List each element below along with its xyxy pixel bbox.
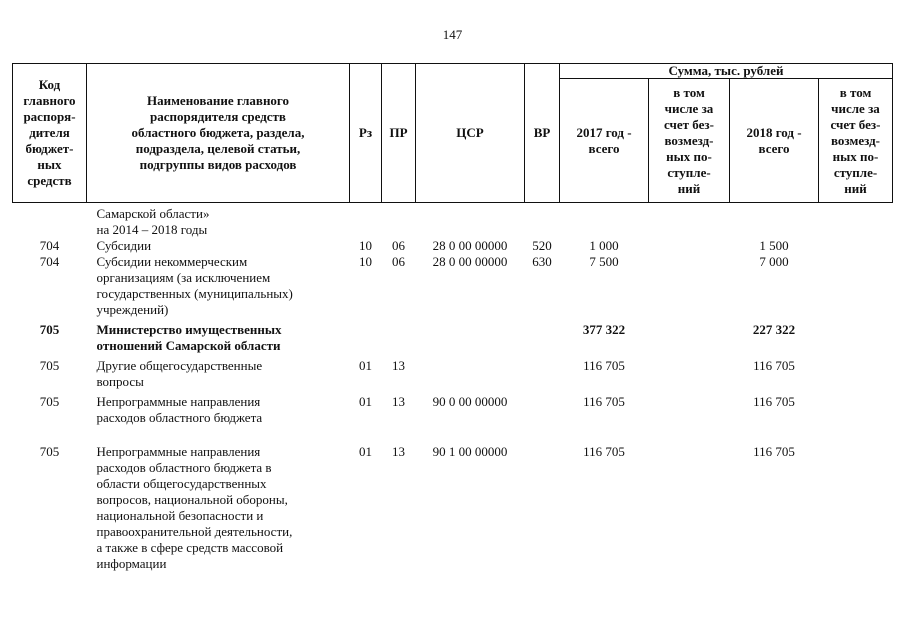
cell-sum-2018: 227 322 [752, 322, 796, 337]
table-row [13, 203, 893, 239]
page-number: 147 [442, 27, 463, 42]
cell-pr: 13 [392, 394, 405, 409]
cell-sum-2017: 7 500 [589, 254, 619, 269]
cell-pr: 06 [392, 238, 405, 253]
cell-incl-2017 [649, 390, 730, 426]
cell-sum-2017: 377 322 [582, 322, 626, 337]
cell-sum-2018: 116 705 [753, 444, 795, 459]
cell-name: Другие общегосударственные вопросы [96, 358, 263, 389]
cell-pr [382, 203, 416, 239]
cell-sum-2017: 116 705 [583, 358, 625, 373]
cell-sum-2018: 116 705 [753, 394, 795, 409]
header-name: Наименование главного распорядителя средств областного бюджета, раздела, подраздела, целевой статьи, подгруппы видов расходов [87, 64, 350, 203]
cell-csr: 28 0 00 00000 [432, 254, 508, 269]
cell-csr: 90 0 00 00000 [432, 394, 508, 409]
table-header [13, 64, 893, 203]
cell-code [13, 203, 87, 239]
header-pr: ПР [382, 64, 416, 203]
header-sum: Сумма, тыс. рублей [560, 64, 893, 79]
cell-rz: 01 [359, 444, 372, 459]
cell-sum-2018: 7 000 [759, 254, 789, 269]
cell-vr [525, 390, 560, 426]
header-sum-2018: 2018 год - всего [730, 79, 819, 203]
cell-vr [525, 354, 560, 390]
cell-csr [416, 354, 525, 390]
header-sum-2017: 2017 год - всего [560, 79, 649, 203]
cell-sum-2017 [560, 203, 649, 239]
cell-csr [416, 203, 525, 239]
table-row [13, 354, 893, 390]
cell-code: 705 [39, 358, 60, 373]
header-code: Код главного распоря- дителя бюджет- ных средств [13, 64, 87, 203]
cell-incl-2018 [819, 426, 893, 572]
cell-code: 705 [39, 322, 60, 337]
cell-incl-2017 [649, 426, 730, 572]
table-row [13, 254, 893, 318]
header-vr: ВР [525, 64, 560, 203]
cell-rz: 10 [359, 238, 372, 253]
table-row [13, 238, 893, 254]
table-row [13, 426, 893, 572]
cell-incl-2017 [649, 318, 730, 354]
cell-rz: 10 [359, 254, 372, 269]
cell-sum-2017: 116 705 [583, 394, 625, 409]
header-csr: ЦСР [416, 64, 525, 203]
header-rz: Рз [350, 64, 382, 203]
cell-incl-2018 [819, 254, 893, 318]
cell-vr [525, 426, 560, 572]
cell-incl-2018 [819, 203, 893, 239]
cell-name: Непрограммные направления расходов областного бюджета [96, 394, 263, 425]
cell-name: Субсидии [96, 238, 152, 253]
cell-incl-2018 [819, 354, 893, 390]
cell-csr: 90 1 00 00000 [432, 444, 508, 459]
header-incl-2018: в том числе за счет без- возмезд- ных по- ступле- ний [819, 79, 893, 203]
cell-name: Самарской области» на 2014 – 2018 годы [96, 206, 210, 237]
cell-pr: 13 [392, 358, 405, 373]
cell-incl-2017 [649, 254, 730, 318]
cell-incl-2018 [819, 318, 893, 354]
cell-rz: 01 [359, 394, 372, 409]
cell-vr [525, 203, 560, 239]
cell-vr: 520 [532, 238, 552, 253]
header-incl-2017: в том числе за счет без- возмезд- ных по- ступле- ний [649, 79, 730, 203]
cell-incl-2017 [649, 238, 730, 254]
cell-pr: 06 [392, 254, 405, 269]
table-row [13, 318, 893, 354]
cell-name: Непрограммные направления расходов областного бюджета в области общегосударственных вопросов, национальной обороны, национальной безопасности и правоохранительной деятельности, а также в сфере средств массовой информации [96, 444, 293, 571]
cell-code: 705 [39, 444, 60, 459]
cell-rz: 01 [359, 358, 372, 373]
budget-table [12, 63, 893, 572]
cell-rz [350, 203, 382, 239]
cell-sum-2017: 116 705 [583, 444, 625, 459]
cell-incl-2017 [649, 354, 730, 390]
cell-sum-2018 [730, 203, 819, 239]
cell-incl-2017 [649, 203, 730, 239]
cell-csr [416, 318, 525, 354]
cell-vr: 630 [532, 254, 552, 269]
cell-code: 704 [39, 254, 60, 269]
cell-name: Министерство имущественных отношений Самарской области [96, 322, 282, 353]
cell-csr: 28 0 00 00000 [432, 238, 508, 253]
cell-incl-2018 [819, 390, 893, 426]
cell-incl-2018 [819, 238, 893, 254]
table-body [13, 203, 893, 573]
cell-pr: 13 [392, 444, 405, 459]
cell-sum-2017: 1 000 [589, 238, 619, 253]
cell-rz [350, 318, 382, 354]
cell-pr [382, 318, 416, 354]
cell-sum-2018: 116 705 [753, 358, 795, 373]
cell-code: 704 [39, 238, 60, 253]
cell-code: 705 [39, 394, 60, 409]
table-row [13, 390, 893, 426]
cell-name: Субсидии некоммерческим организациям (за исключением государственных (муниципальных) учреждений) [96, 254, 293, 317]
cell-sum-2018: 1 500 [759, 238, 789, 253]
cell-vr [525, 318, 560, 354]
